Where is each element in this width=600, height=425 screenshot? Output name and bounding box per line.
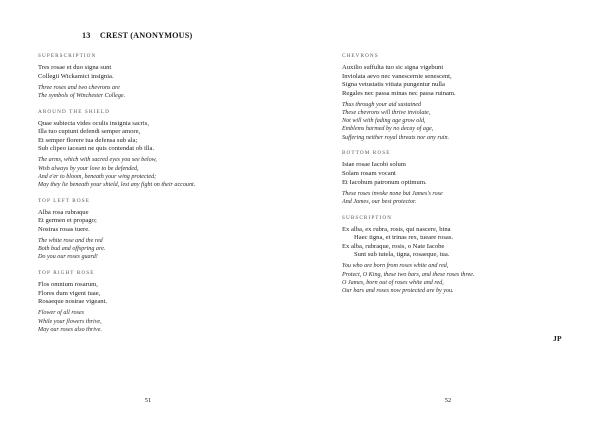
author-initials: JP <box>553 334 562 343</box>
english-translation <box>38 156 278 189</box>
latin-line: Ex alba, rubraque, rosis, o Nate Iacobe <box>342 242 445 250</box>
english-line: Do you our roses guard! <box>38 254 98 261</box>
section-heading: SUBSCRIPTION <box>342 214 393 221</box>
latin-verse <box>38 209 278 235</box>
latin-line: Inviolata aevo nec vanescernie senescent, <box>342 72 452 80</box>
poem-title <box>82 31 192 40</box>
english-line: And James, our best protector. <box>342 198 417 205</box>
latin-verse <box>38 281 278 307</box>
poem-section <box>342 150 582 206</box>
latin-line: Et Iacobum patronum optimum. <box>342 178 427 186</box>
latin-verse <box>342 64 582 98</box>
english-line: And e'er to bloom, beneath your wing protected; <box>38 173 157 180</box>
poem-section <box>38 109 278 190</box>
latin-verse <box>38 64 278 81</box>
poem-section <box>342 215 582 296</box>
latin-line: Flos omnium rosarum, <box>38 281 98 289</box>
latin-line: Tres rosae et duo signa sunt <box>38 64 112 71</box>
english-translation <box>342 262 582 295</box>
english-translation <box>342 190 582 206</box>
latin-line: Regales nec passa minas nec passa ruinam. <box>342 89 456 97</box>
latin-verse <box>342 226 582 260</box>
latin-line: Auxilio suffulta tuo sic signa vigebunt <box>342 64 444 71</box>
english-line: While your flowers thrive, <box>38 318 102 325</box>
english-line: Three roses and two chevrons are <box>38 84 120 91</box>
latin-line: Solam rosam vocant <box>342 169 396 177</box>
page-number-right: 52 <box>444 397 452 404</box>
latin-line: Et germen et propago; <box>38 217 97 225</box>
latin-line: Haec tigna, et trinas rex, tueare rosas. <box>354 234 454 242</box>
english-line: Our bars and roses now protected are by you. <box>342 288 454 295</box>
section-heading: CHEVRONS <box>342 53 379 59</box>
latin-line: Flores dum vigent tuae, <box>38 289 101 297</box>
english-line: Thus through your aid sustained <box>342 101 421 108</box>
poem-section <box>342 53 582 142</box>
latin-line: Alba rosa rubraque <box>38 208 89 216</box>
poem-section <box>38 198 278 262</box>
latin-verse <box>342 161 582 187</box>
poem-number: 13 <box>82 31 91 40</box>
english-line: Suffering neither royal threats nor any ruin. <box>342 134 450 141</box>
page-number-left: 51 <box>144 397 152 404</box>
section-heading: TOP RIGHT ROSE <box>38 270 95 277</box>
latin-line: Illa tuo cupiunt defendi semper amore, <box>38 128 141 136</box>
poem-section <box>38 270 278 334</box>
latin-line: Signa vetustatis vitiata pungentur nulla <box>342 81 445 89</box>
english-line: You who are born from roses white and red, <box>342 263 449 270</box>
poem-title-text: CREST (ANONYMOUS) <box>99 31 193 40</box>
english-line: Flower of all roses <box>38 310 84 317</box>
section-heading: SUPERSCRIPTION <box>38 53 97 59</box>
latin-line: Nostras rosas tuere. <box>38 225 90 233</box>
english-translation <box>38 309 278 334</box>
latin-line: Ex alba, ex rubra, rosis, qui nascere, bina <box>342 225 451 233</box>
english-line: The white rose and the red <box>38 238 103 245</box>
english-line: May our roses also thrive. <box>38 326 102 333</box>
left-column <box>38 53 278 343</box>
english-line: May they lie beneath your shield, lest any fight on their account. <box>38 182 196 189</box>
right-page <box>300 0 600 425</box>
english-line: Both bud and offspring are. <box>38 246 106 253</box>
poem-section <box>38 53 278 100</box>
english-line: Wish always by your love to be defended, <box>38 165 139 172</box>
english-line: The symbols of Winchester College. <box>38 92 126 99</box>
english-translation <box>38 237 278 262</box>
english-line: O James, born out of roses white and red, <box>342 279 444 286</box>
right-column <box>342 53 582 304</box>
latin-line: Collegii Wickamici insignia. <box>38 72 114 80</box>
english-line: These roses invoke none but James's rose <box>342 190 443 197</box>
latin-line: Sunt sub tutela, tigna, rosaeque, tua. <box>354 251 450 259</box>
latin-line: Quae subiecta vides oculis insignia sacris, <box>38 119 149 127</box>
latin-line: Istae rosae Iacobi solum <box>342 161 406 169</box>
latin-line: Rosaeque nostrae vigeant. <box>38 298 108 306</box>
english-line: The arms, which with sacred eyes you see below, <box>38 157 157 164</box>
latin-line: Sub clipeo iaceant ne quis contendat ob illa. <box>38 145 155 153</box>
english-line: These chevrons will thrive inviolate, <box>342 110 431 117</box>
section-heading: BOTTOM ROSE <box>342 150 391 157</box>
english-translation <box>38 84 278 100</box>
latin-verse <box>38 120 278 154</box>
section-heading: AROUND THE SHIELD <box>38 108 110 115</box>
english-line: Protect, O King, these two bars, and these roses three. <box>342 271 475 278</box>
latin-line: Et semper florere tua defensa sub ala; <box>38 136 138 144</box>
english-translation <box>342 101 582 142</box>
english-line: Not will with fading age grow old, <box>342 118 426 125</box>
english-line: Emblems harmed by no decay of age, <box>342 126 434 133</box>
section-heading: TOP LEFT ROSE <box>38 197 90 204</box>
